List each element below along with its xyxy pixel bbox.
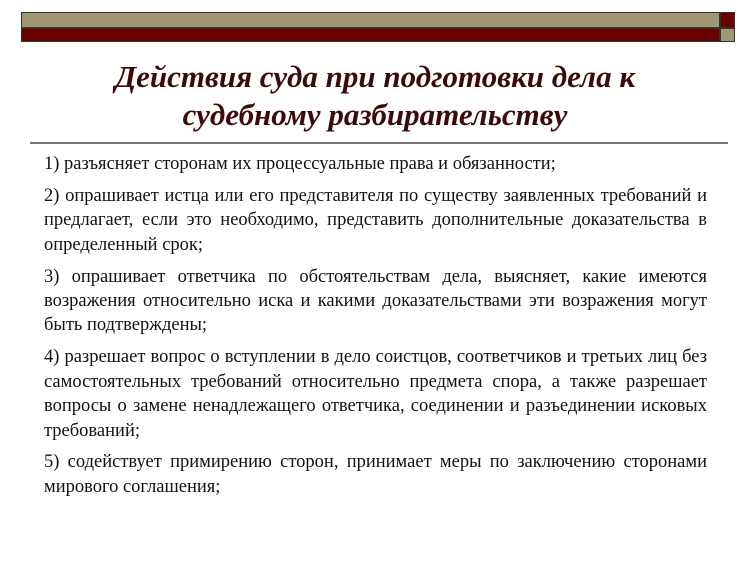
list-item: 4) разрешает вопрос о вступлении в дело соистцов, соответчиков и третьих лиц без самостоятельных требований относительно предмета спора, а также разрешает вопросы о замене ненадлежащего ответчика, соединении и разъединении исковых требований; (44, 347, 707, 441)
decor-square-olive (720, 28, 735, 42)
decor-bar-maroon (21, 28, 720, 42)
list-item: 2) опрашивает истца или его представителя по существу заявленных требований и предлагает, если это необходимо, представить дополнительные доказательства в определенный срок; (44, 185, 707, 255)
decor-bar-olive (21, 12, 720, 28)
decor-square-maroon (720, 12, 735, 28)
slide-title (40, 58, 710, 134)
title-divider (30, 142, 728, 144)
title-line-1: Действия суда при подготовки дела к (114, 59, 636, 94)
title-line-2: судебному разбирательству (182, 97, 568, 132)
slide-body (44, 152, 707, 507)
list-item: 3) опрашивает ответчика по обстоятельствам дела, выясняет, какие имеются возражения относительно иска и какими доказательствами эти возражения могут быть подтверждены; (44, 266, 707, 336)
list-item: 5) содействует примирению сторон, принимает меры по заключению сторонами мирового соглашения; (44, 452, 707, 497)
list-item: 1) разъясняет сторонам их процессуальные права и обязанности; (44, 154, 556, 174)
